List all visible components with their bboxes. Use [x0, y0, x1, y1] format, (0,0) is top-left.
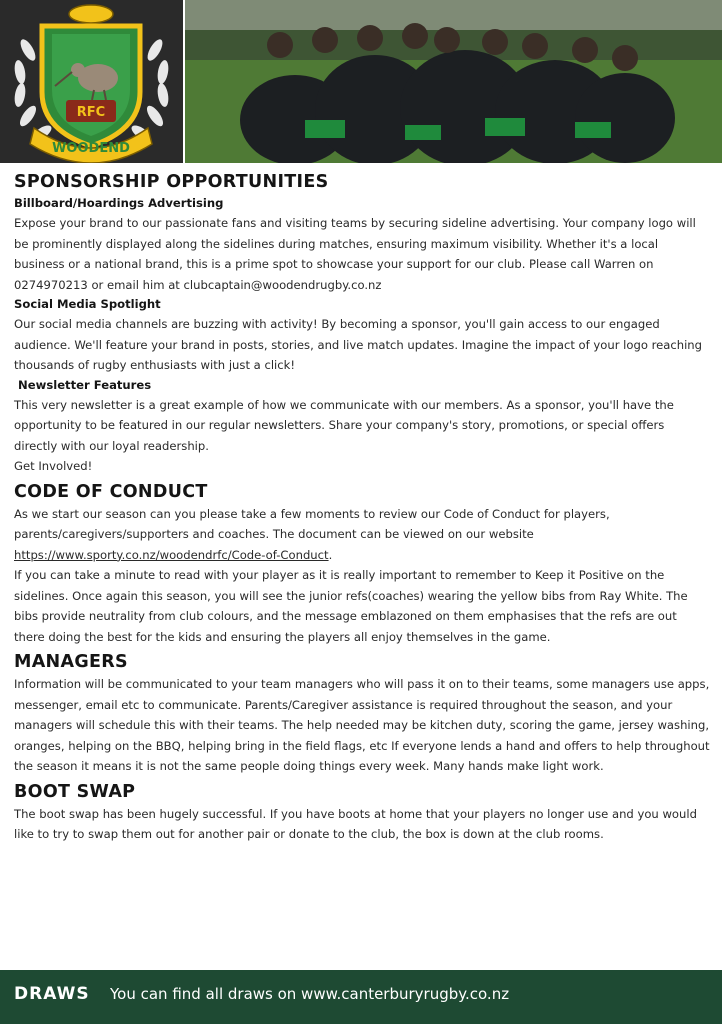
- conduct-heading: CODE OF CONDUCT: [14, 481, 208, 502]
- managers-heading: MANAGERS: [14, 652, 128, 672]
- code-of-conduct-link[interactable]: https://www.sporty.co.nz/woodendrfc/Code-of-Conduct: [14, 547, 329, 562]
- club-crest-logo: [0, 0, 183, 163]
- club-logo-panel: [0, 0, 183, 163]
- conduct-intro-text: As we start our season can you please take a few moments to review our Code of Conduct for players, parents/caregivers/supporters and coaches. The document can be viewed on our website: [14, 506, 610, 541]
- boot-swap-heading: BOOT SWAP: [14, 781, 136, 802]
- social-media-heading: Social Media Spotlight: [14, 297, 161, 311]
- conduct-link-suffix: .: [328, 547, 333, 562]
- logo-letters: RFC: [76, 105, 106, 120]
- main-content: [14, 170, 710, 845]
- billboard-heading: Billboard/Hoardings Advertising: [14, 196, 224, 210]
- draws-text: You can find all draws on www.canterburyrugby.co.nz: [110, 985, 510, 1003]
- newsletter-text: This very newsletter is a great example of how we communicate with our members. As a sponsor, you'll have the opportunity to be featured in our regular newsletters. Share your company's story, promotions, or special offers directly with our loyal readership.: [14, 397, 674, 453]
- team-huddle-photo: [185, 0, 722, 163]
- boot-swap-text: The boot swap has been hugely successful. If you have boots at home that your players no longer use and you would like to try to swap them out for another pair or donate to the club, the box is down at the club rooms.: [14, 806, 697, 841]
- sponsorship-heading: SPONSORSHIP OPPORTUNITIES: [14, 172, 329, 192]
- conduct-intro: [14, 504, 710, 566]
- draws-footer: [0, 970, 722, 1024]
- conduct-text: If you can take a minute to read with your player as it is really important to remember to Keep it Positive on the sidelines. Once again this season, you will see the junior refs(coaches) wearing the yellow bibs from Ray White. The bibs provide neutrality from club colours, and the message emblazoned on them emphasises that the refs are out there doing the best for the kids and ensuring the players all enjoy themselves in the game.: [14, 568, 688, 644]
- logo-banner-text: WOODEND: [52, 141, 130, 156]
- get-involved-text: Get Involved!: [14, 459, 93, 473]
- draws-title: DRAWS: [14, 984, 90, 1004]
- header: [0, 0, 722, 163]
- managers-text: Information will be communicated to your team managers who will pass it on to their teams, some managers use apps, messenger, email etc to communicate. Parents/Caregiver assistance is required throughout the season, and your managers will schedule this with their teams. The help needed may be kitchen duty, scoring the game, jersey washing, oranges, helping on the BBQ, helping bring in the field flags, etc If everyone lends a hand and offers to help throughout the season it means it is not the same people doing things every week. Many hands make light work.: [14, 677, 710, 773]
- newsletter-heading: Newsletter Features: [14, 377, 152, 392]
- social-media-text: Our social media channels are buzzing with activity! By becoming a sponsor, you'll gain access to our engaged audience. We'll feature your brand in posts, stories, and live match updates. Imagine the impact of your logo reaching thousands of rugby enthusiasts with just a click!: [14, 317, 703, 372]
- billboard-text: Expose your brand to our passionate fans and visiting teams by securing sideline advertising. Your company logo will be prominently displayed along the sidelines during matches, ensuring maximum visibility. Whether it's a local business or a national brand, this is a prime spot to showcase your support for our club. Please call Warren on 0274970213 or email him at clubcaptain@woodendrugby.co.nz: [14, 216, 696, 292]
